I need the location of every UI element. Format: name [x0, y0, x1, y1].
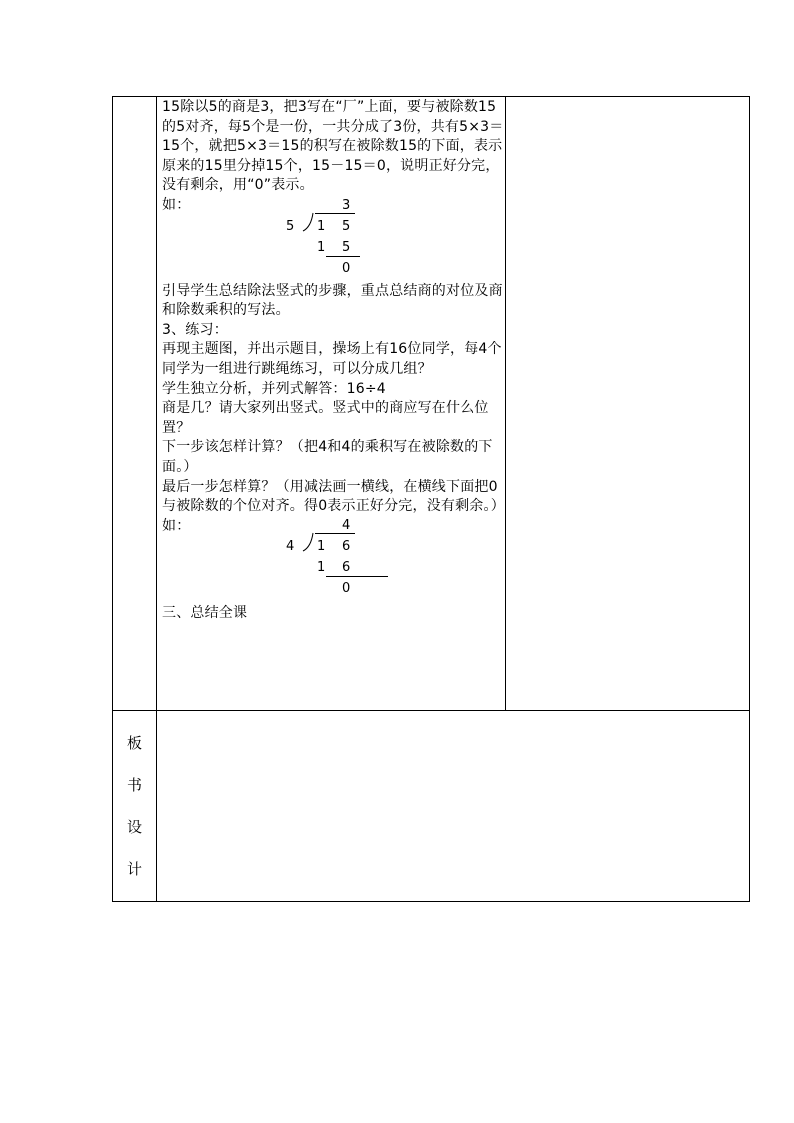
dividend-ones-digit: 5: [342, 218, 351, 234]
left-label-cell: [113, 97, 157, 711]
paragraph-division-explanation: 15除以5的商是3，把3写在“厂”上面，要与被除数15的5对齐，每5个是一份，一共分成了3份，共有5×3＝15个，就把5×3＝15的积写在被除数15的下面，表示原来的15里分掉15个，15－15＝0，说明正好分完，没有剩余，用“0”表示。: [162, 99, 504, 194]
paragraph-quotient-position: 商是几？请大家列出竖式。竖式中的商应写在什么位置？: [162, 400, 489, 436]
dividend-tens-digit: 1: [317, 218, 326, 234]
division-bracket: [303, 533, 313, 553]
product-tens-digit: 1: [317, 560, 326, 576]
remainder-digit: 0: [342, 260, 351, 276]
quotient-digit: 3: [342, 197, 351, 213]
board-design-content-cell: [157, 711, 750, 902]
board-design-row: [113, 711, 750, 902]
division-bar: [315, 533, 355, 534]
example-label: 如：: [162, 517, 191, 534]
paragraph-practice-problem: 再现主题图，并出示题目，操场上有16位同学，每4个同学为一组进行跳绳练习，可以分成几组？: [162, 341, 502, 377]
product-tens-digit: 1: [317, 239, 326, 255]
paragraph-independent-analysis: 学生独立分析，并列式解答：16÷4: [162, 380, 386, 397]
board-design-label-cell: [113, 711, 157, 902]
board-design-label: [113, 711, 156, 901]
product-ones-digit: 6: [342, 560, 351, 576]
board-char: 书: [126, 776, 142, 794]
divisor-digit: 5: [286, 218, 295, 234]
divisor-digit: 4: [286, 539, 295, 555]
division-bar: [315, 213, 355, 214]
example-label: 如：: [162, 196, 191, 213]
division-bracket: [303, 213, 313, 233]
teaching-process-row: [113, 97, 750, 711]
teaching-content: [157, 97, 505, 624]
dividend-tens-digit: 1: [317, 539, 326, 555]
dividend-ones-digit: 6: [342, 539, 351, 555]
long-division-15-by-5: [162, 198, 505, 282]
paragraph-last-step: 最后一步怎样算？（用减法画一横线，在横线下面把0与被除数的个位对齐。得0表示正好分完，没有剩余。）: [162, 478, 505, 515]
board-char: 板: [126, 734, 142, 752]
lesson-plan-table: [112, 96, 750, 902]
summary-heading: 三、总结全课: [162, 605, 248, 622]
paragraph-summary-steps: 引导学生总结除法竖式的步骤，重点总结商的对位及商和除数乘积的写法。: [162, 282, 503, 319]
product-ones-digit: 5: [342, 239, 351, 255]
subtraction-line: [326, 256, 360, 257]
long-division-16-by-4: [162, 518, 505, 602]
remainder-digit: 0: [342, 581, 351, 597]
subtraction-line: [326, 576, 388, 577]
board-char: 设: [126, 818, 142, 836]
practice-heading: 3、练习：: [162, 321, 228, 338]
quotient-digit: 4: [342, 518, 351, 534]
paragraph-next-step: 下一步该怎样计算？（把4和4的乘积写在被除数的下面。）: [162, 439, 493, 475]
teaching-content-cell: [157, 97, 506, 711]
notes-cell: [506, 97, 750, 711]
board-char: 计: [126, 860, 142, 878]
